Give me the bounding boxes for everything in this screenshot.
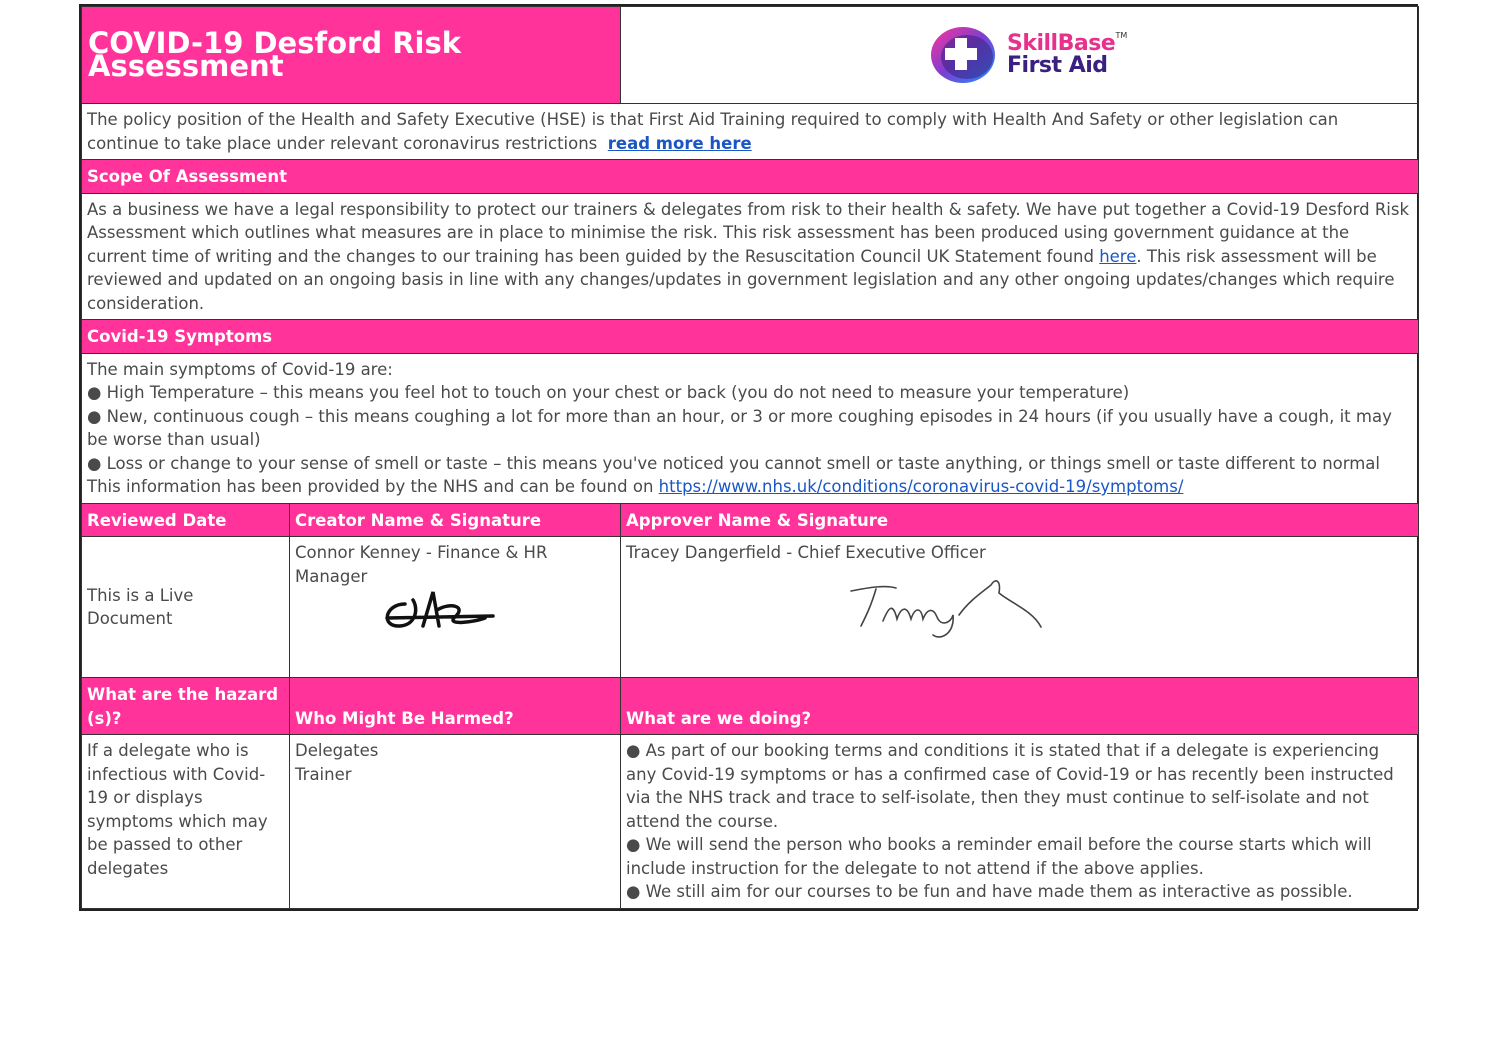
trademark-mark: TM (1115, 31, 1128, 40)
action-cell (621, 735, 1419, 909)
harmed-item: Delegates (295, 741, 379, 760)
review-header-row (82, 503, 1419, 537)
symptoms-row (82, 353, 1419, 503)
logo-wordmark (1007, 31, 1128, 78)
creator-header: Creator Name & Signature (290, 503, 621, 537)
scope-cell (82, 193, 1419, 320)
approver-cell (621, 537, 1419, 678)
approver-name: Tracey Dangerfield - Chief Executive Officer (626, 543, 986, 562)
scope-heading-row (82, 160, 1419, 194)
hazard-cell: If a delegate who is infectious with Covid-19 or displays symptoms which may be passed to other delegates (82, 735, 290, 909)
scope-text-before: As a business we have a legal responsibility to protect our trainers & delegates from risk to their health & safety. We have put together a Covid-19 Desford Risk Assessment which outlines what measures are in place to minimise the risk. This risk assessment has been produced using government guidance at the current time of writing and the changes to our training has been guided by the Resuscitation Council UK Statement found (87, 199, 1410, 266)
nhs-symptoms-link[interactable]: https://www.nhs.uk/conditions/coronavirus-covid-19/symptoms/ (658, 477, 1184, 496)
symptoms-heading-row (82, 320, 1419, 354)
source-text: This information has been provided by the NHS and can be found (87, 477, 628, 496)
harmed-cell (290, 735, 621, 909)
symptoms-heading: Covid-19 Symptoms (82, 320, 1419, 354)
hazard-header: What are the hazard (s)? (82, 678, 290, 735)
policy-row (82, 104, 1419, 160)
header-row (82, 7, 1419, 104)
symptom-item: ● High Temperature – this means you feel hot to touch on your chest or back (you do not need to measure your temperature) (87, 383, 1130, 402)
source-on: on (627, 477, 659, 496)
action-item: ● As part of our booking terms and conditions it is stated that if a delegate is experiencing any Covid-19 symptoms or has a confirmed case of Covid-19 or has recently been instructed via the NHS track and trace to self-isolate, then they must continue to self-isolate and not attend the course. (626, 741, 1394, 831)
hazard-header-row (82, 678, 1419, 735)
creator-cell (290, 537, 621, 678)
action-header: What are we doing? (621, 678, 1419, 735)
reviewed-date-value: This is a Live Document (82, 537, 290, 678)
approver-header: Approver Name & Signature (621, 503, 1419, 537)
action-item: ● We still aim for our courses to be fun and have made them as interactive as possible. (626, 882, 1353, 901)
harmed-item: Trainer (295, 764, 352, 784)
review-row (82, 537, 1419, 678)
scope-row (82, 193, 1419, 320)
skillbase-logo (929, 24, 1418, 86)
symptom-item: ● New, continuous cough – this means coughing a lot for more than an hour, or 3 or more coughing episodes in 24 hours (if you usually have a cough, it may be worse than usual) (87, 406, 1392, 449)
resus-council-link[interactable]: here (1099, 246, 1137, 266)
creator-name: Connor Kenney - Finance & HR Manager (295, 543, 548, 586)
symptom-item: ● Loss or change to your sense of smell or taste – this means you've noticed you cannot smell or taste anything, or things smell or taste different to normal (87, 453, 1381, 473)
read-more-link[interactable]: read more here (607, 133, 752, 153)
symptoms-source (87, 475, 1413, 499)
medical-cross-icon (929, 24, 1003, 86)
scope-heading: Scope Of Assessment (82, 160, 1419, 194)
hazard-row (82, 735, 1419, 909)
action-item: ● We will send the person who books a reminder email before the course starts which will include instruction for the delegate to not attend if the above applies. (626, 835, 1372, 878)
harmed-header: Who Might Be Harmed? (290, 678, 621, 735)
page-title: COVID-19 Desford Risk Assessment (82, 7, 621, 104)
logo-cell (621, 7, 1419, 104)
symptoms-cell (82, 353, 1419, 503)
policy-cell (82, 104, 1419, 160)
risk-assessment-sheet (79, 4, 1418, 911)
logo-brand-bottom: First Aid (1007, 53, 1108, 78)
scope-text-after: . This risk assessment will be reviewed and updated on an ongoing basis in line with any changes/updates in government legislation and any other ongoing updates/changes which require consideration. (87, 246, 1395, 313)
reviewed-date-header: Reviewed Date (82, 503, 290, 537)
logo-brand-top: SkillBase (1007, 31, 1116, 56)
policy-text: The policy position of the Health and Safety Executive (HSE) is that First Aid Training required to comply with Health And Safety or other legislation can continue to take place under relevant coronavirus restrictions (87, 110, 1339, 153)
symptoms-intro: The main symptoms of Covid-19 are: (87, 359, 393, 379)
creator-signature (375, 582, 575, 642)
approver-signature (841, 571, 1061, 651)
risk-assessment-table (81, 6, 1419, 909)
